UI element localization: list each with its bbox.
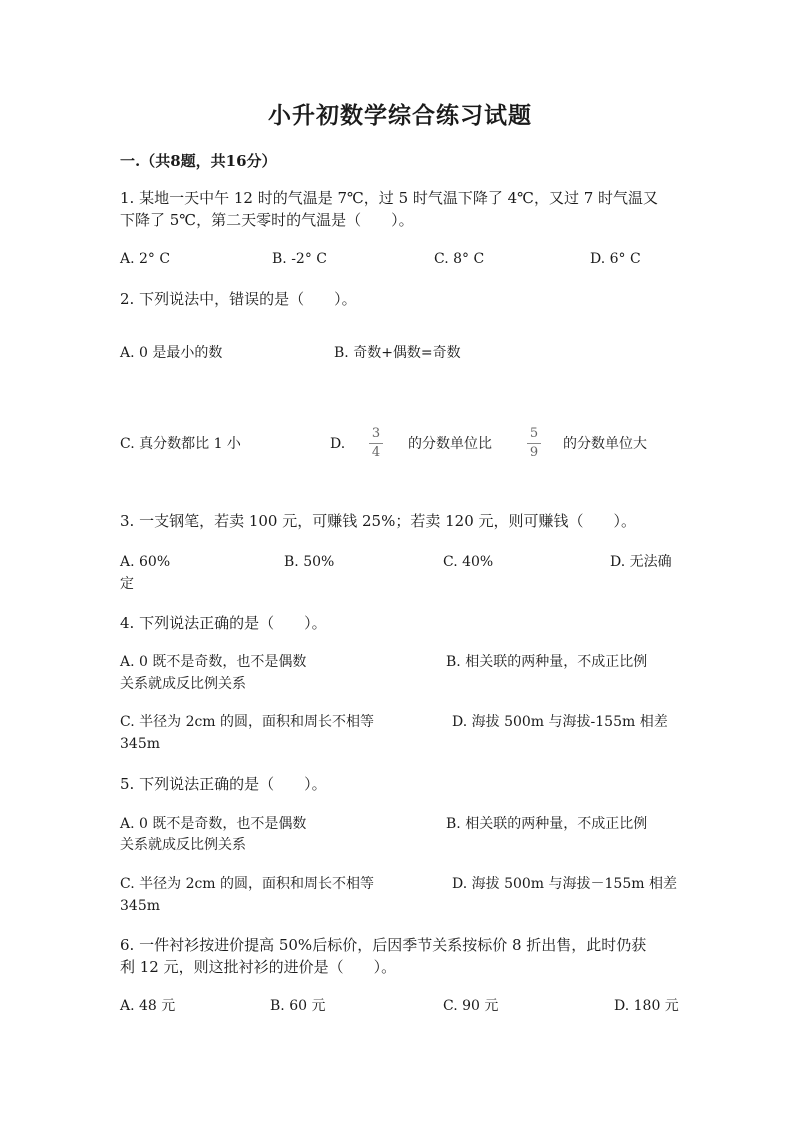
question-3-option-b: B. 50% bbox=[284, 554, 335, 570]
question-5-option-d: D. 海拔 500m 与海拔－155m 相差 bbox=[452, 876, 677, 892]
question-6-option-b: B. 60 元 bbox=[270, 998, 326, 1014]
fraction-3-4-bar bbox=[369, 443, 383, 444]
question-4-option-d: D. 海拔 500m 与海拔-155m 相差 bbox=[452, 714, 668, 730]
question-6-line-1: 6. 一件衬衫按进价提高 50%后标价，后因季节关系按标价 8 折出售，此时仍获 bbox=[120, 936, 647, 954]
page-title: 小升初数学综合练习试题 bbox=[268, 102, 532, 129]
question-1-line-1: 1. 某地一天中午 12 时的气温是 7℃，过 5 时气温下降了 4℃，又过 7 时气温又 bbox=[120, 189, 659, 207]
fraction-5-9-numerator: 5 bbox=[529, 426, 539, 441]
fraction-3-4-denominator: 4 bbox=[371, 445, 381, 460]
question-6-option-d: D. 180 元 bbox=[614, 998, 679, 1014]
fraction-5-9-bar bbox=[527, 443, 541, 444]
fraction-3-4 bbox=[368, 427, 384, 460]
question-3-option-d: D. 无法确 bbox=[610, 554, 672, 570]
fraction-5-9-denominator: 9 bbox=[529, 445, 539, 460]
question-6-line-2: 利 12 元，则这批衬衫的进价是（ ）。 bbox=[120, 958, 397, 976]
question-5-option-a: A. 0 既不是奇数，也不是偶数 bbox=[120, 816, 307, 832]
question-1-option-b: B. -2° C bbox=[272, 251, 327, 267]
question-3-option-a: A. 60% bbox=[120, 554, 171, 570]
question-2-option-d-middle: 的分数单位比 bbox=[408, 436, 492, 452]
question-4-option-c: C. 半径为 2cm 的圆，面积和周长不相等 bbox=[120, 714, 375, 730]
question-5-option-d-wrap: 345m bbox=[120, 898, 160, 914]
fraction-5-9 bbox=[526, 427, 542, 460]
question-3-option-d-wrap: 定 bbox=[120, 576, 134, 592]
question-3-stem: 3. 一支钢笔，若卖 100 元，可赚钱 25%；若卖 120 元，则可赚钱（ ）。 bbox=[120, 512, 637, 530]
question-2-option-c: C. 真分数都比 1 小 bbox=[120, 436, 241, 452]
question-4-option-a: A. 0 既不是奇数，也不是偶数 bbox=[120, 654, 307, 670]
question-2-option-d-end: 的分数单位大 bbox=[563, 436, 647, 452]
question-5-stem: 5. 下列说法正确的是（ ）。 bbox=[120, 775, 327, 793]
question-5-option-c: C. 半径为 2cm 的圆，面积和周长不相等 bbox=[120, 876, 375, 892]
question-1-line-2: 下降了 5℃，第二天零时的气温是（ ）。 bbox=[120, 211, 414, 229]
question-2-stem: 2. 下列说法中，错误的是（ ）。 bbox=[120, 290, 357, 308]
question-1-option-c: C. 8° C bbox=[434, 251, 485, 267]
question-4-option-d-wrap: 345m bbox=[120, 736, 160, 752]
question-5-option-b-wrap: 关系就成反比例关系 bbox=[120, 837, 246, 853]
question-4-stem: 4. 下列说法正确的是（ ）。 bbox=[120, 614, 327, 632]
question-2-option-d-label: D. bbox=[330, 436, 346, 452]
section-heading: 一.（共8题，共16分） bbox=[120, 152, 277, 170]
question-3-option-c: C. 40% bbox=[443, 554, 494, 570]
question-2-option-b: B. 奇数+偶数=奇数 bbox=[334, 345, 461, 361]
question-4-option-b: B. 相关联的两种量，不成正比例 bbox=[446, 654, 648, 670]
question-5-option-b: B. 相关联的两种量，不成正比例 bbox=[446, 816, 648, 832]
fraction-3-4-numerator: 3 bbox=[371, 426, 381, 441]
question-6-option-a: A. 48 元 bbox=[120, 998, 176, 1014]
question-4-option-b-wrap: 关系就成反比例关系 bbox=[120, 676, 246, 692]
question-2-option-a: A. 0 是最小的数 bbox=[120, 345, 223, 361]
question-6-option-c: C. 90 元 bbox=[443, 998, 499, 1014]
question-1-option-a: A. 2° C bbox=[120, 251, 171, 267]
question-1-option-d: D. 6° C bbox=[590, 251, 641, 267]
